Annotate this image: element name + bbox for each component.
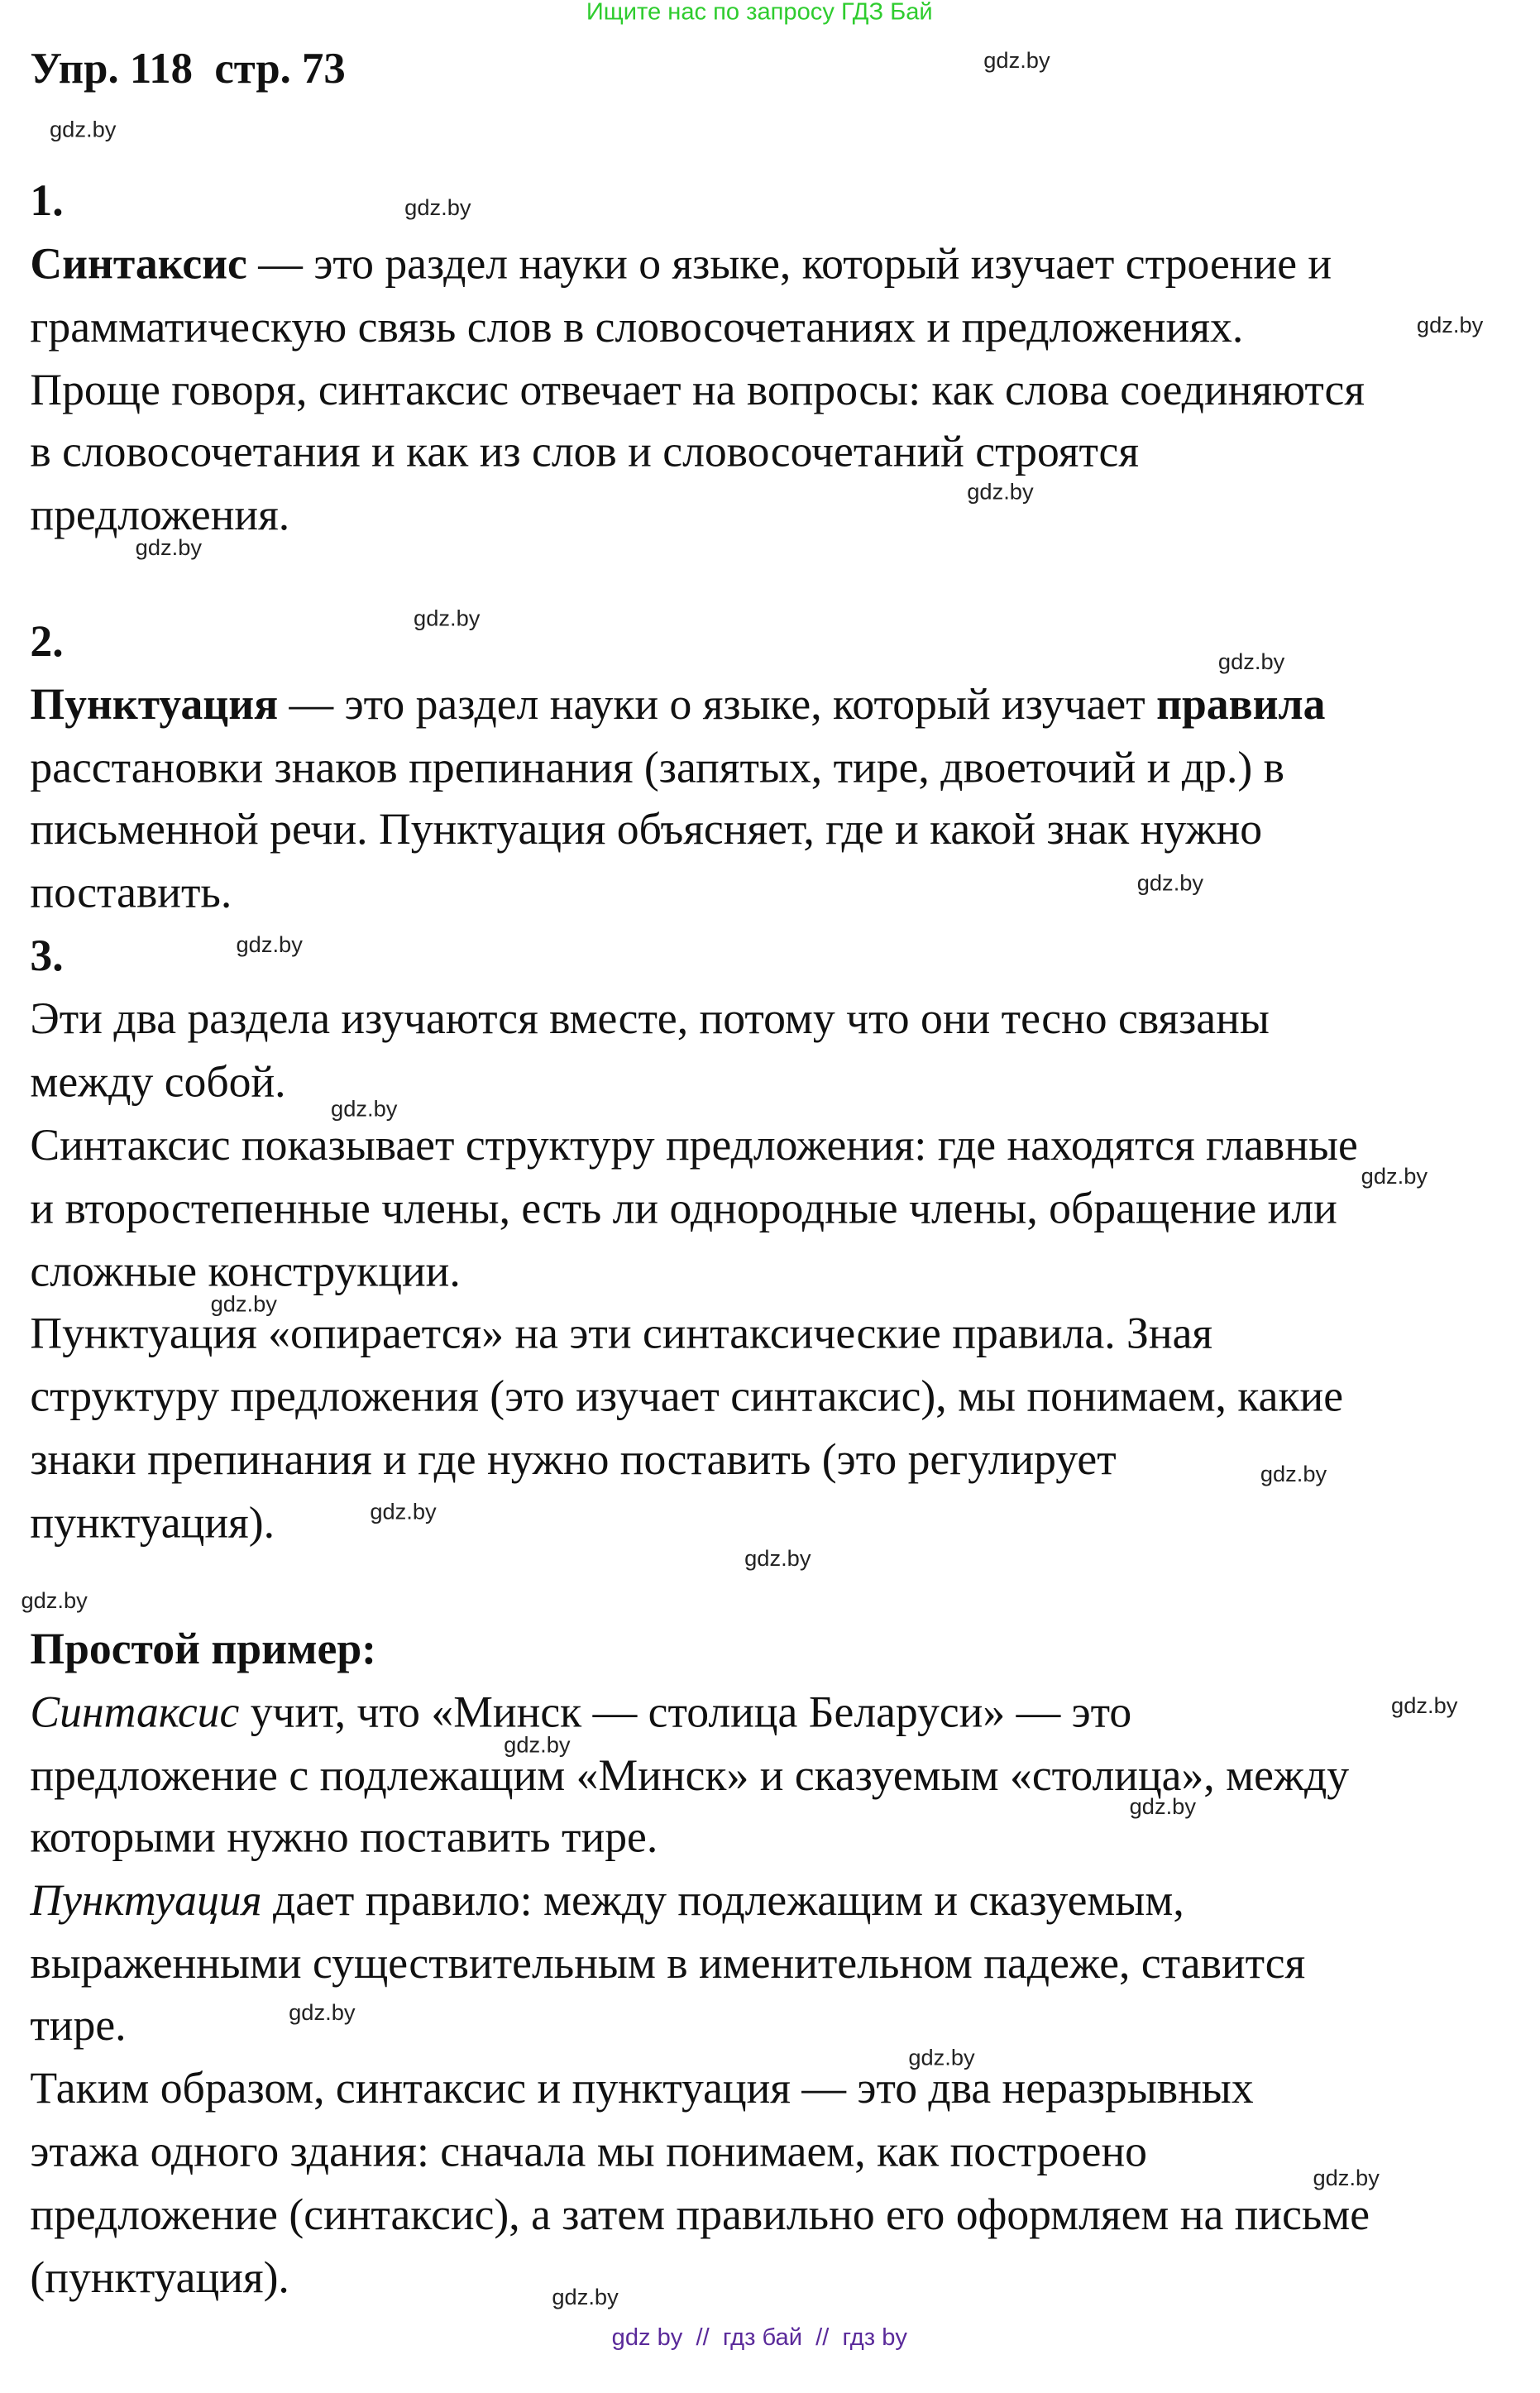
text-line [30,1492,275,1555]
text-line [30,296,1243,359]
text-run: расстановки знаков препинания (запятых, тире, двоеточий и др.) в [30,744,1284,793]
text-run: Эти два раздела изучаются вместе, потому что они тесно связаны [30,995,1270,1044]
italic-text: Синтаксис [30,1689,240,1738]
bold-text: 1. [30,177,64,226]
text-run: и второстепенные члены, есть ли однородные члены, обращение или [30,1185,1337,1234]
watermark: gdz.by [1260,1462,1327,1488]
watermark: gdz.by [370,1499,437,1525]
italic-text: Пунктуация [30,1877,262,1926]
text-run: учит, что «Минск — столица Беларуси» — это [239,1689,1132,1738]
text-line [30,1933,1305,1996]
text-line [30,610,63,673]
watermark: gdz.by [504,1732,571,1759]
watermark: gdz.by [744,1546,811,1572]
text-run: сложные конструкции. [30,1248,461,1297]
watermark: gdz.by [908,2046,975,2071]
text-line [30,799,1262,862]
text-line [30,421,1139,484]
text-run: — это раздел науки о языке, который изучает строение и [246,240,1332,290]
watermark: gdz.by [331,1096,398,1122]
text-line [30,360,1365,423]
text-run: этажа одного здания: сначала мы понимаем, как построено [30,2128,1147,2177]
text-run: Проще говоря, синтаксис отвечает на вопросы: как слова соединяются [30,366,1365,415]
text-line [30,1994,126,2057]
text-line [30,170,63,232]
text-run: Синтаксис показывает структуру предложения: где находятся главные [30,1122,1358,1170]
watermark: gdz.by [210,1292,277,1318]
text-line [30,2184,1370,2247]
text-line [30,925,63,988]
text-run: предложение (синтаксис), а затем правильно его оформляем на письме [30,2191,1370,2240]
watermark: gdz.by [21,1588,88,1615]
watermark: gdz.by [289,2000,356,2027]
text-run: письменной речи. Пунктуация объясняет, где и какой знак нужно [30,806,1263,854]
text-line [30,1682,1131,1744]
watermark: gdz.by [404,195,471,222]
text-line [30,2247,289,2310]
watermark: gdz.by [1217,649,1285,676]
text-run: в словосочетания и как из слов и словосочетаний строятся [30,428,1140,477]
footer-links: gdz by // гдз бай // гдз by [611,2325,907,2352]
text-run: предложения. [30,491,290,540]
bold-text: правила [1156,681,1326,730]
text-run: тире. [30,2002,127,2051]
text-line [30,1051,285,1114]
text-line [30,1429,1116,1491]
text-run: Пунктуация «опирается» на эти синтаксические правила. Зная [30,1309,1213,1359]
text-line [30,1366,1343,1429]
text-run: структуру предложения (это изучает синтаксис), мы понимаем, какие [30,1373,1344,1422]
watermark: gdz.by [50,117,117,143]
text-run: грамматическую связь слов в словосочетаниях и предложениях. [30,304,1244,352]
text-run: дает правило: между подлежащим и сказуемым, [261,1877,1184,1926]
text-line [30,1619,376,1682]
watermark: gdz.by [552,2285,619,2311]
bold-text: Простой пример: [30,1625,377,1674]
text-run: поставить. [30,869,232,918]
bold-text: 2. [30,618,64,667]
watermark: gdz.by [983,48,1050,74]
text-run: которыми нужно поставить тире. [30,1813,658,1863]
watermark: gdz.by [1361,1164,1428,1190]
page-title: Упр. 118 стр. 73 [30,45,346,93]
text-line [30,1303,1212,1366]
text-line [30,2058,1253,2121]
watermark: gdz.by [1136,870,1204,897]
watermark: gdz.by [967,480,1034,505]
watermark: gdz.by [1391,1693,1458,1720]
watermark: gdz.by [1129,1794,1196,1821]
text-line [30,1178,1337,1241]
text-line [30,2121,1147,2184]
text-run: знаки препинания и где нужно поставить (это регулирует [30,1436,1117,1485]
text-run: — это раздел науки о языке, который изучает [278,681,1157,730]
text-line [30,1114,1357,1177]
text-line [30,674,1325,737]
text-run: (пунктуация). [30,2254,289,2303]
text-line [30,233,1332,296]
watermark: gdz.by [236,932,303,959]
text-line [30,737,1284,800]
text-line [30,988,1270,1051]
text-line [30,1869,1184,1932]
watermark: gdz.by [1313,2166,1380,2192]
text-run: выраженными существительным в именительном падеже, ставится [30,1940,1306,1989]
bold-text: Синтаксис [30,240,247,290]
text-run: Таким образом, синтаксис и пунктуация — это два неразрывных [30,2065,1254,2113]
search-banner: Ищите нас по запросу ГДЗ Бай [586,0,933,26]
watermark: gdz.by [135,535,203,562]
text-run: предложение с подлежащим «Минск» и сказуемым «столица», между [30,1752,1350,1801]
text-line [30,1807,658,1869]
watermark: gdz.by [1416,313,1484,339]
text-line [30,862,232,925]
text-run: пунктуация). [30,1499,275,1548]
text-run: между собой. [30,1059,286,1108]
bold-text: Пунктуация [30,681,279,730]
bold-text: 3. [30,932,64,981]
watermark: gdz.by [414,605,481,632]
